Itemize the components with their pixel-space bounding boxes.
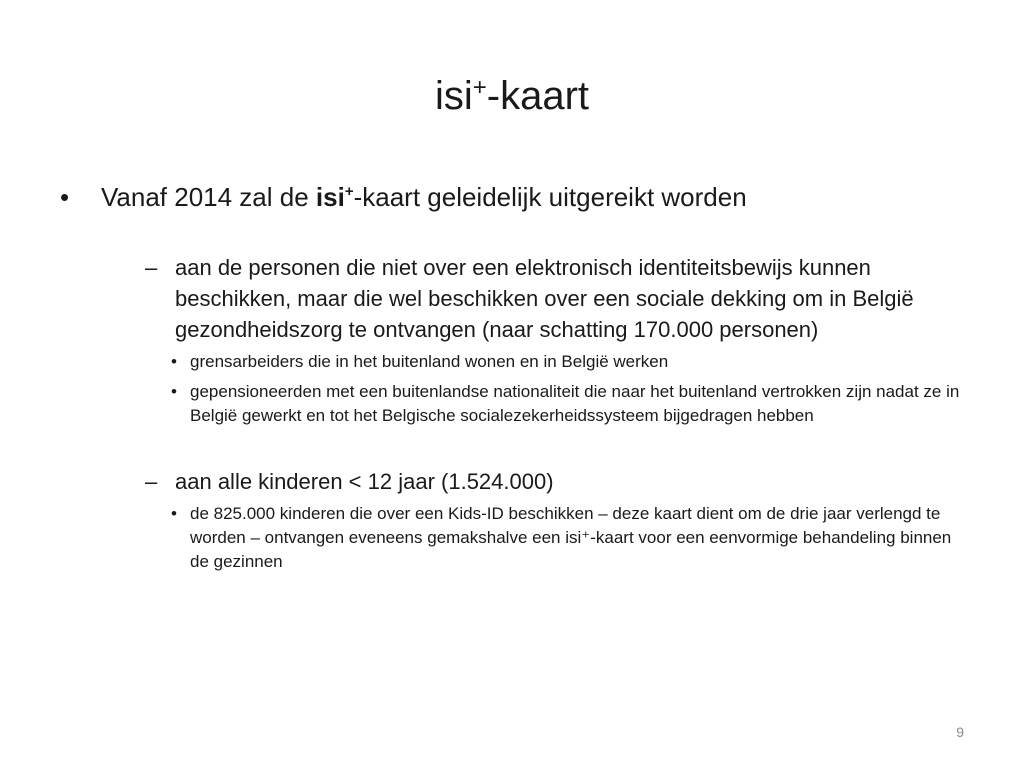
bullet-bold-text: isi xyxy=(315,182,345,212)
bullet-suffix: -kaart geleidelijk uitgereikt worden xyxy=(353,182,747,212)
sub-sub-bullet xyxy=(171,502,970,574)
bullet-bold-superscript: + xyxy=(344,183,354,200)
bullet-dot-icon: • xyxy=(171,382,177,401)
bullet-dot-icon: • xyxy=(171,504,177,523)
sub-bullet-1 xyxy=(145,252,970,345)
bullet-bold xyxy=(316,182,354,212)
slide-content xyxy=(60,180,970,574)
dash-icon: – xyxy=(145,469,158,494)
sub-sub-bullet-text: de 825.000 kinderen die over een Kids-ID beschikken – deze kaart dient om de drie jaar verlengd te worden – ontvangen eveneens gemakshalve een isi⁺-kaart voor een eenvormige behandeling binnen de gezinnen xyxy=(190,504,952,571)
title-superscript: + xyxy=(472,74,487,101)
sub-sub-bullet xyxy=(171,380,970,428)
title-rest: -kaart xyxy=(486,74,590,118)
sub-bullet-1-text: aan de personen die niet over een elektronisch identiteitsbewijs kunnen beschikken, maar die wel beschikken over een sociale dekking om in België gezondheidszorg te ontvangen (naar schatting 170.000 personen) xyxy=(175,255,914,342)
dash-icon: – xyxy=(145,255,158,280)
sub-sub-bullet-text: grensarbeiders die in het buitenland wonen en in België werken xyxy=(190,352,669,371)
bullet-dot-icon: • xyxy=(171,352,177,371)
title-main: isi xyxy=(434,74,473,118)
page-number: 9 xyxy=(956,724,964,740)
bullet-level1 xyxy=(60,180,970,214)
sub-sub-bullet xyxy=(171,350,970,374)
sub-bullet-2-text: aan alle kinderen < 12 jaar (1.524.000) xyxy=(175,469,554,494)
slide-title xyxy=(0,72,1024,120)
sub-bullet-2 xyxy=(145,466,970,497)
bullet-dot-icon: • xyxy=(60,182,70,212)
bullet-prefix: Vanaf 2014 zal de xyxy=(101,182,316,212)
sub-sub-bullet-text: gepensioneerden met een buitenlandse nationaliteit die naar het buitenland vertrokken zijn nadat ze in België gewerkt en tot het Belgische socialezekerheidssysteem bijgedragen hebben xyxy=(190,382,960,425)
